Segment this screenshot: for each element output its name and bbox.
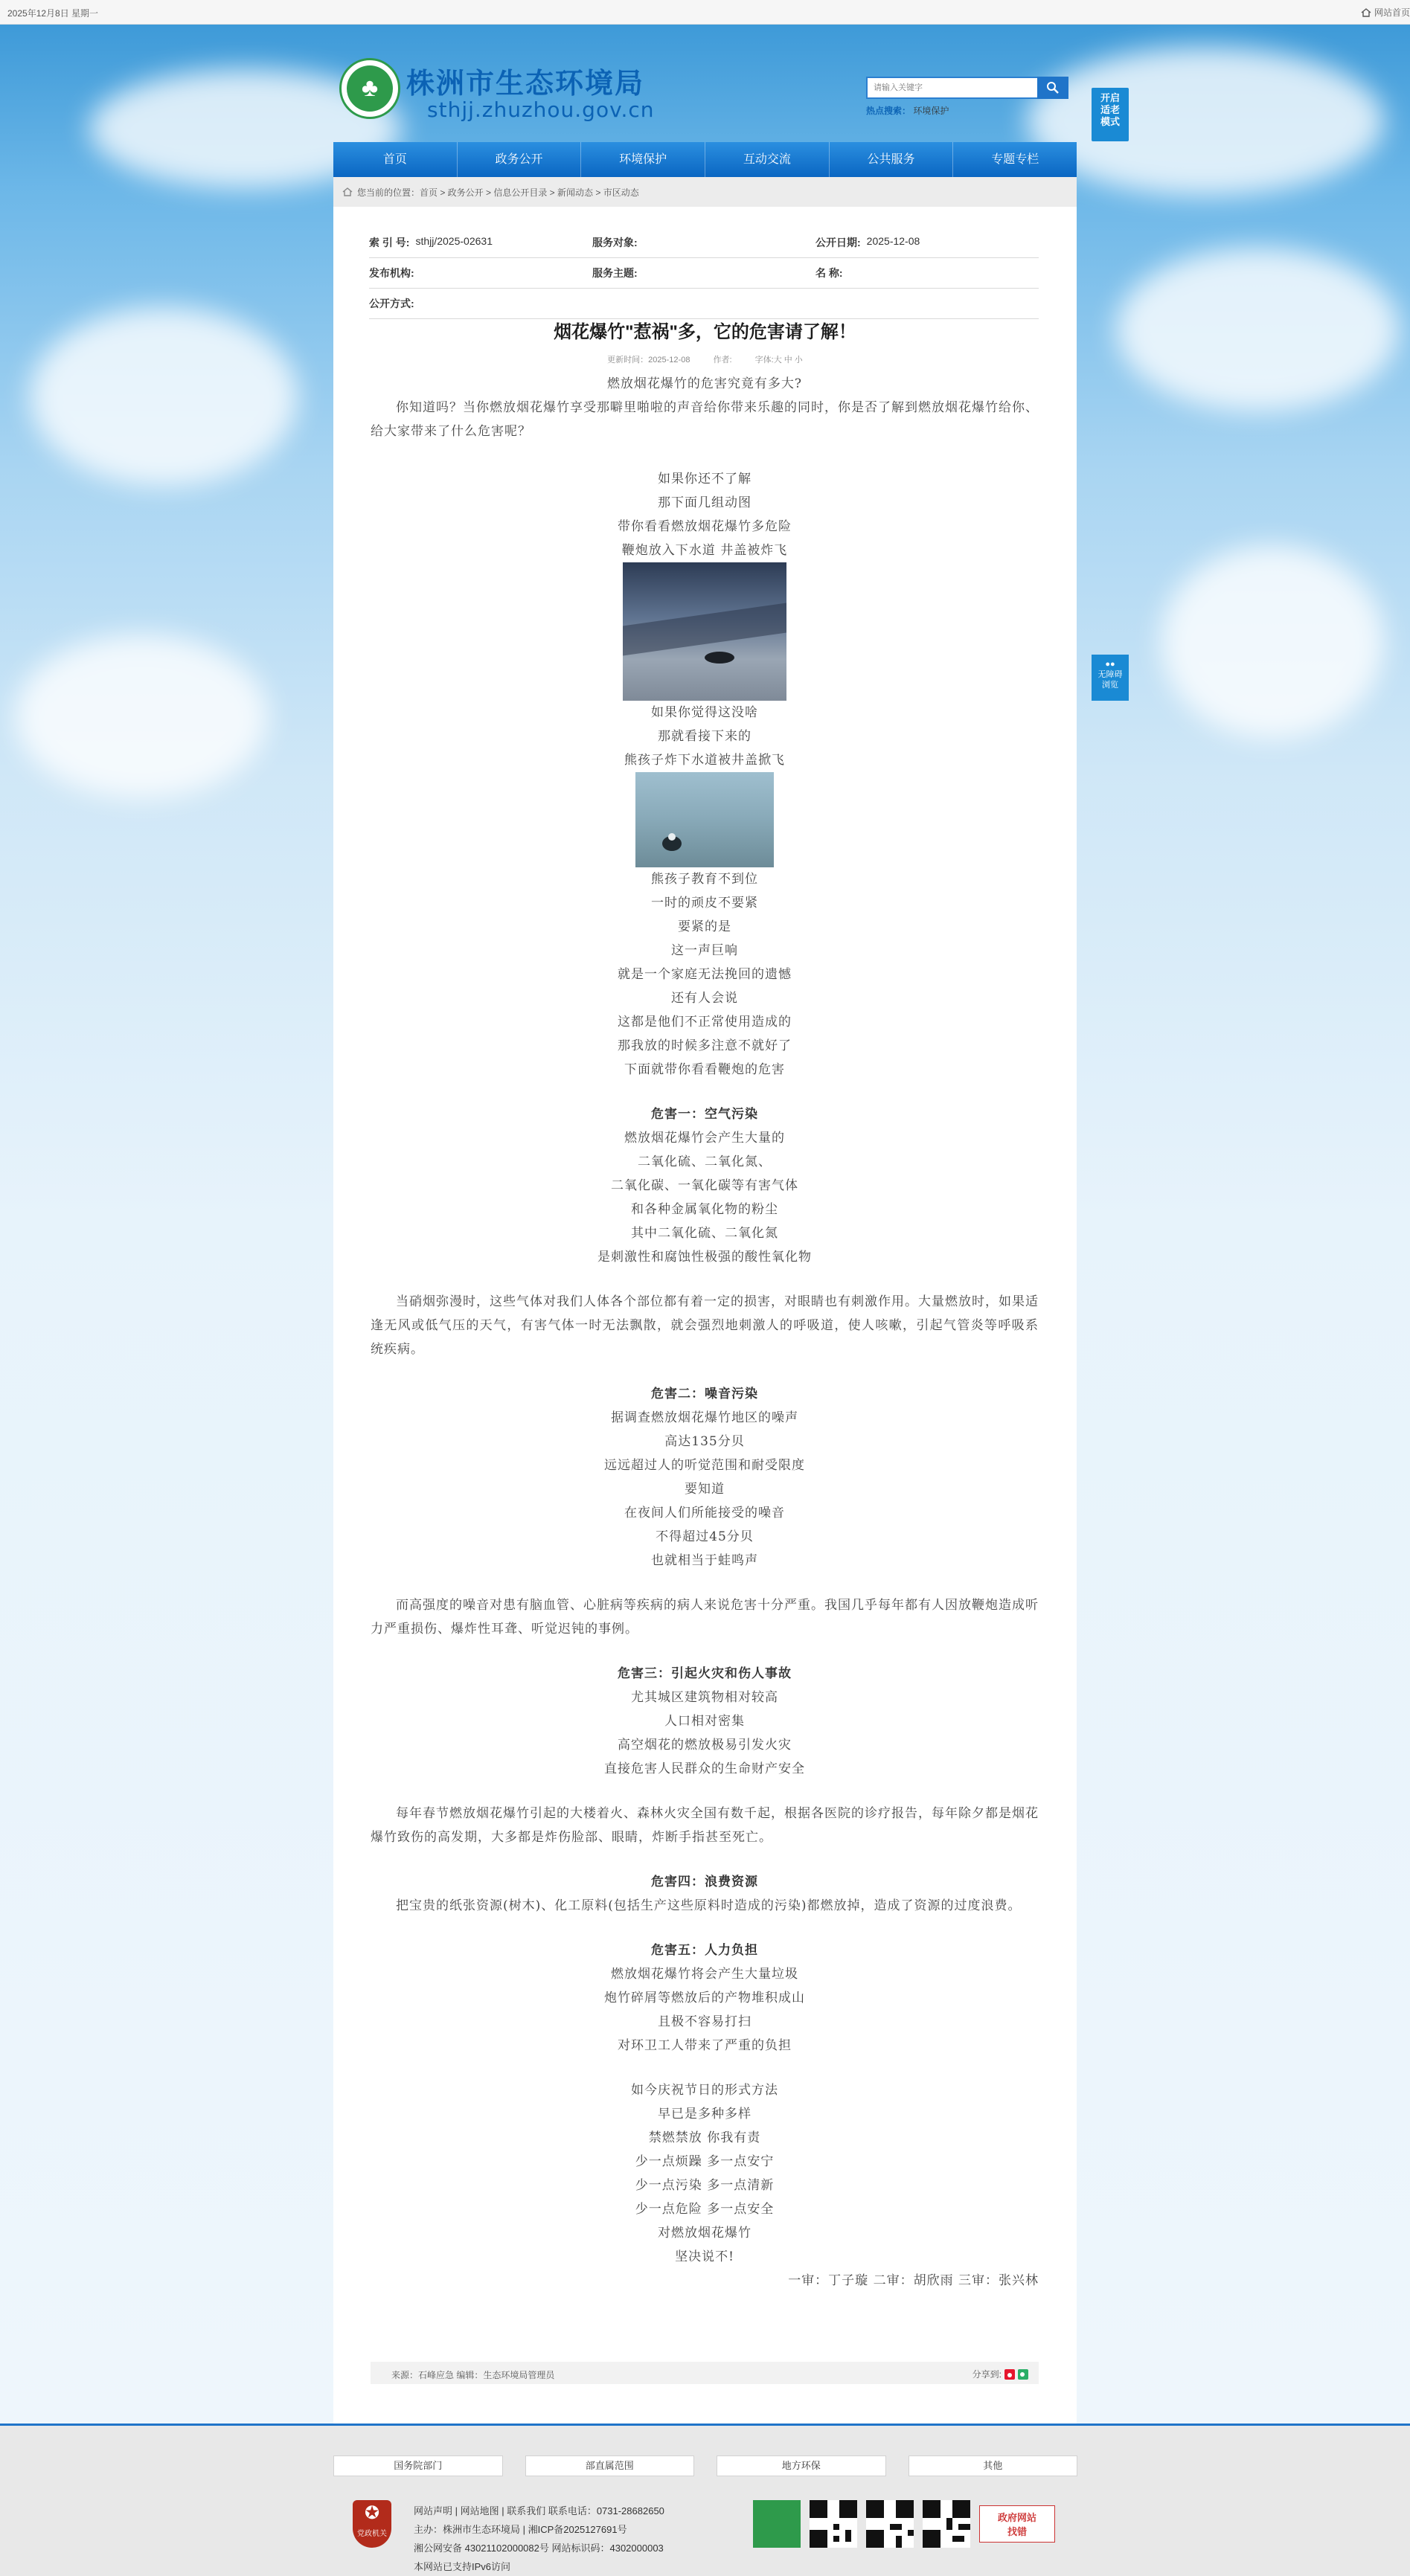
breadcrumb xyxy=(333,177,1077,207)
text-line: 熊孩子教育不到位 xyxy=(651,872,758,887)
text-line: 据调查燃放烟花爆竹地区的噪声 xyxy=(611,1410,798,1425)
hazard-2-paragraph: 而高强度的噪音对患有脑血管、心脏病等疾病的病人来说危害十分严重。我国几乎每年都有人因放鞭炮造成听力严重损伤、爆炸性耳聋、听觉迟钝的事例。 xyxy=(371,1598,1039,1637)
party-gov-badge[interactable] xyxy=(353,2500,391,2548)
badge-label: 党政机关 xyxy=(357,2530,387,2538)
elder-mode-line-1: 开启 xyxy=(1100,92,1120,103)
text-line: 不得超过45分贝 xyxy=(656,1529,754,1544)
text-line: 鞭炮放入下水道 井盖被炸飞 xyxy=(621,543,788,558)
text-line: 如今庆祝节日的形式方法 xyxy=(631,2083,778,2098)
nav-gov-affairs[interactable]: 政务公开 xyxy=(458,142,582,177)
weibo-icon[interactable] xyxy=(1004,2369,1015,2380)
breadcrumb-text[interactable]: 您当前的位置：首页 > 政务公开 > 信息公开目录 > 新闻动态 > 市区动态 xyxy=(357,187,639,198)
nav-interaction[interactable]: 互动交流 xyxy=(705,142,830,177)
text-line: 少一点污染 多一点清新 xyxy=(635,2178,775,2193)
text-line: 那下面几组动图 xyxy=(658,495,752,510)
text-line: 那我放的时候多注意不就好了 xyxy=(618,1038,792,1053)
hazard-1-heading: 危害一：空气污染 xyxy=(651,1107,758,1122)
hazard-3-paragraph: 每年春节燃放烟花爆竹引起的大楼着火、森林火灾全国有数千起，根据各医院的诊疗报告，每年除夕都是烟花爆竹致伤的高发期，大多都是炸伤脸部、眼睛，炸断手指甚至死亡。 xyxy=(371,1806,1039,1845)
text-line: 带你看看燃放烟花爆竹多危险 xyxy=(618,519,792,534)
article-body-part-1 xyxy=(371,372,1039,2293)
select-local-env[interactable]: 地方环保 xyxy=(717,2455,886,2476)
hazard-4-heading: 危害四：浪费资源 xyxy=(651,1875,758,1889)
select-state-council[interactable]: 国务院部门 xyxy=(333,2455,503,2476)
text-line: 高空烟花的燃放极易引发火灾 xyxy=(618,1738,792,1753)
intro-question: 燃放烟花爆竹的危害究竟有多大? xyxy=(606,376,803,391)
intro-paragraph: 你知道吗？当你燃放烟花爆竹享受那噼里啪啦的声音给你带来乐趣的同时，你是否了解到燃放烟花爆竹给你、给大家带来了什么危害呢？ xyxy=(371,400,1039,439)
text-line: 人口相对密集 xyxy=(664,1714,745,1729)
hazard-3-heading: 危害三：引起火灾和伤人事故 xyxy=(618,1666,792,1681)
text-line: 熊孩子炸下水道被井盖掀飞 xyxy=(624,753,785,768)
text-line: 和各种金属氧化物的粉尘 xyxy=(631,1202,778,1217)
share-bar xyxy=(972,2368,1028,2380)
child-manhole-image xyxy=(635,772,774,867)
wechat-account-logo xyxy=(753,2500,801,2548)
accessibility-icon: ●● xyxy=(1105,660,1115,669)
select-ministry[interactable]: 部直属范围 xyxy=(525,2455,695,2476)
hazard-5-heading: 危害五：人力负担 xyxy=(651,1943,758,1958)
main-nav xyxy=(333,142,1077,177)
home-link-label: 网站首页 xyxy=(1374,7,1410,18)
text-line: 二氧化硫、二氧化氮、 xyxy=(638,1154,772,1169)
font-size-switch[interactable]: 字体:大 中 小 xyxy=(754,356,803,364)
hot-search-word[interactable]: 环境保护 xyxy=(913,106,949,116)
footer-police: 湘公网安备 43021102000082号 网站标识码：4302000003 xyxy=(414,2543,664,2554)
hot-search-label: 热点搜索： xyxy=(866,106,911,116)
name-label: 名 称: xyxy=(815,267,843,279)
elder-mode-line-3: 模式 xyxy=(1100,116,1120,127)
text-line: 还有人会说 xyxy=(671,991,738,1006)
index-label: 索 引 号: xyxy=(369,237,410,248)
text-line: 其中二氧化硫、二氧化氮 xyxy=(631,1226,778,1241)
qr-code-2 xyxy=(866,2500,914,2548)
home-icon xyxy=(1361,8,1371,17)
search-button[interactable] xyxy=(1037,77,1068,99)
text-line: 对环卫工人带来了严重的负担 xyxy=(618,2038,792,2053)
find-error-line-2: 找错 xyxy=(1007,2526,1027,2537)
nav-special-topics[interactable]: 专题专栏 xyxy=(991,153,1039,166)
text-line: 炮竹碎屑等燃放后的产物堆积成山 xyxy=(604,1991,805,2005)
text-line: 如果你觉得这没啥 xyxy=(651,705,758,720)
footer-links[interactable]: 网站声明 | 网站地图 | 联系我们 联系电话：0731-28682650 xyxy=(414,2505,664,2516)
top-bar xyxy=(0,0,1410,25)
qr-code-1 xyxy=(810,2500,857,2548)
footer-host: 主办：株洲市生态环境局 | 湘ICP备2025127691号 xyxy=(414,2524,627,2535)
badge-emblem-icon: ✪ xyxy=(364,2503,380,2523)
org-label: 发布机构: xyxy=(369,267,414,279)
text-line: 对燃放烟花爆竹 xyxy=(658,2226,752,2241)
wechat-icon[interactable] xyxy=(1018,2369,1028,2380)
search-box xyxy=(866,77,1068,99)
site-name: 株洲市生态环境局 xyxy=(406,66,645,100)
text-line: 要紧的是 xyxy=(678,919,731,934)
elder-mode-button[interactable] xyxy=(1092,88,1129,141)
hot-search xyxy=(866,104,949,117)
pubdate-label: 公开日期: xyxy=(815,237,861,248)
text-line: 少一点烦躁 多一点安宁 xyxy=(635,2154,775,2169)
text-line: 高达135分贝 xyxy=(664,1434,745,1449)
text-line: 是刺激性和腐蚀性极强的酸性氧化物 xyxy=(597,1250,812,1265)
author: 作者: xyxy=(713,356,732,364)
info-table xyxy=(369,228,1039,319)
review-signature: 一审：丁子璇 二审：胡欣雨 三审：张兴林 xyxy=(788,2273,1039,2288)
text-line: 禁燃禁放 你我有责 xyxy=(648,2130,761,2145)
footer-info xyxy=(414,2502,664,2576)
text-line: 也就相当于蛙鸣声 xyxy=(651,1553,758,1568)
qr-codes xyxy=(753,2500,1055,2548)
article-container xyxy=(333,207,1077,2424)
topic-label: 服务主题: xyxy=(592,267,638,279)
manhole-explosion-image xyxy=(623,562,786,701)
footer-ipv6: 本网站已支持IPv6访问 xyxy=(414,2561,511,2572)
share-label: 分享到: xyxy=(972,2369,1002,2380)
text-line: 那就看接下来的 xyxy=(658,729,752,744)
text-line: 早已是多种多样 xyxy=(658,2107,752,2121)
service-label: 服务对象: xyxy=(592,237,638,248)
elder-mode-line-2: 适老 xyxy=(1100,104,1120,115)
text-line: 少一点危险 多一点安全 xyxy=(635,2202,775,2217)
text-line: 燃放烟花爆竹会产生大量的 xyxy=(624,1131,785,1146)
hazard-4-paragraph: 把宝贵的纸张资源(树木)、化工原料(包括生产这些原料时造成的污染)都燃放掉，造成了资源的过度浪费。 xyxy=(396,1898,1022,1913)
text-line: 这都是他们不正常使用造成的 xyxy=(618,1015,792,1030)
text-line: 且极不容易打扫 xyxy=(658,2014,752,2029)
nav-home[interactable]: 首页 xyxy=(333,142,458,177)
text-line: 这一声巨响 xyxy=(671,943,738,958)
site-domain: sthjj.zhuzhou.gov.cn xyxy=(427,97,655,122)
search-icon xyxy=(1046,81,1060,94)
emblem-logo: ♣ xyxy=(339,58,400,119)
hazard-2-heading: 危害二：噪音污染 xyxy=(651,1387,758,1401)
text-line: 直接危害人民群众的生命财产安全 xyxy=(604,1761,805,1776)
article-footer xyxy=(371,2362,1039,2384)
text-line: 燃放烟花爆竹将会产生大量垃圾 xyxy=(611,1967,798,1982)
home-icon xyxy=(342,187,353,196)
index-value: sthjj/2025-02631 xyxy=(415,235,493,247)
select-other[interactable]: 其他 xyxy=(909,2455,1078,2476)
text-line: 远远超过人的听觉范围和耐受限度 xyxy=(604,1458,805,1473)
text-line: 下面就带你看看鞭炮的危害 xyxy=(624,1062,785,1077)
source-editor: 来源：石峰应急 编辑：生态环境局管理员 xyxy=(391,2370,555,2380)
nav-public-service[interactable]: 公共服务 xyxy=(830,142,954,177)
current-date: 2025年12月8日 星期一 xyxy=(7,8,99,19)
accessibility-line-1: 无障碍 xyxy=(1097,670,1123,679)
text-line: 在夜间人们所能接受的噪音 xyxy=(624,1506,785,1520)
site-header xyxy=(333,25,1077,142)
article-subinfo xyxy=(333,353,1077,365)
text-line: 坚决说不! xyxy=(675,2249,734,2264)
update-time: 更新时间：2025-12-08 xyxy=(607,356,690,364)
pubdate-value: 2025-12-08 xyxy=(866,235,920,247)
text-line: 一时的顽皮不要紧 xyxy=(651,896,758,910)
home-link[interactable] xyxy=(1361,6,1410,19)
nav-environment[interactable]: 环境保护 xyxy=(581,142,705,177)
article-title: 烟花爆竹"惹祸"多，它的危害请了解！ xyxy=(554,322,856,342)
related-links xyxy=(333,2455,1077,2476)
search-input[interactable] xyxy=(866,77,1037,99)
qr-code-3 xyxy=(923,2500,970,2548)
text-line: 如果你还不了解 xyxy=(658,472,752,486)
find-error-line-1: 政府网站 xyxy=(997,2512,1036,2523)
method-label: 公开方式: xyxy=(369,298,414,309)
text-line: 要知道 xyxy=(685,1482,725,1497)
hazard-1-paragraph: 当硝烟弥漫时，这些气体对我们人体各个部位都有着一定的损害，对眼睛也有刺激作用。大量燃放时，如果适逢无风或低气压的天气，有害气体一时无法飘散，就会强烈地刺激人的呼吸道，使人咳嗽，引起气管炎等呼吸系统疾病。 xyxy=(371,1294,1039,1357)
accessibility-button[interactable] xyxy=(1092,655,1129,701)
text-line: 二氧化碳、一氧化碳等有害气体 xyxy=(611,1178,798,1193)
site-footer xyxy=(0,2424,1410,2576)
accessibility-line-2: 浏览 xyxy=(1102,681,1118,690)
text-line: 尤其城区建筑物相对较高 xyxy=(631,1690,778,1705)
text-line: 就是一个家庭无法挽回的遗憾 xyxy=(618,967,792,982)
find-error-button[interactable] xyxy=(979,2505,1055,2543)
